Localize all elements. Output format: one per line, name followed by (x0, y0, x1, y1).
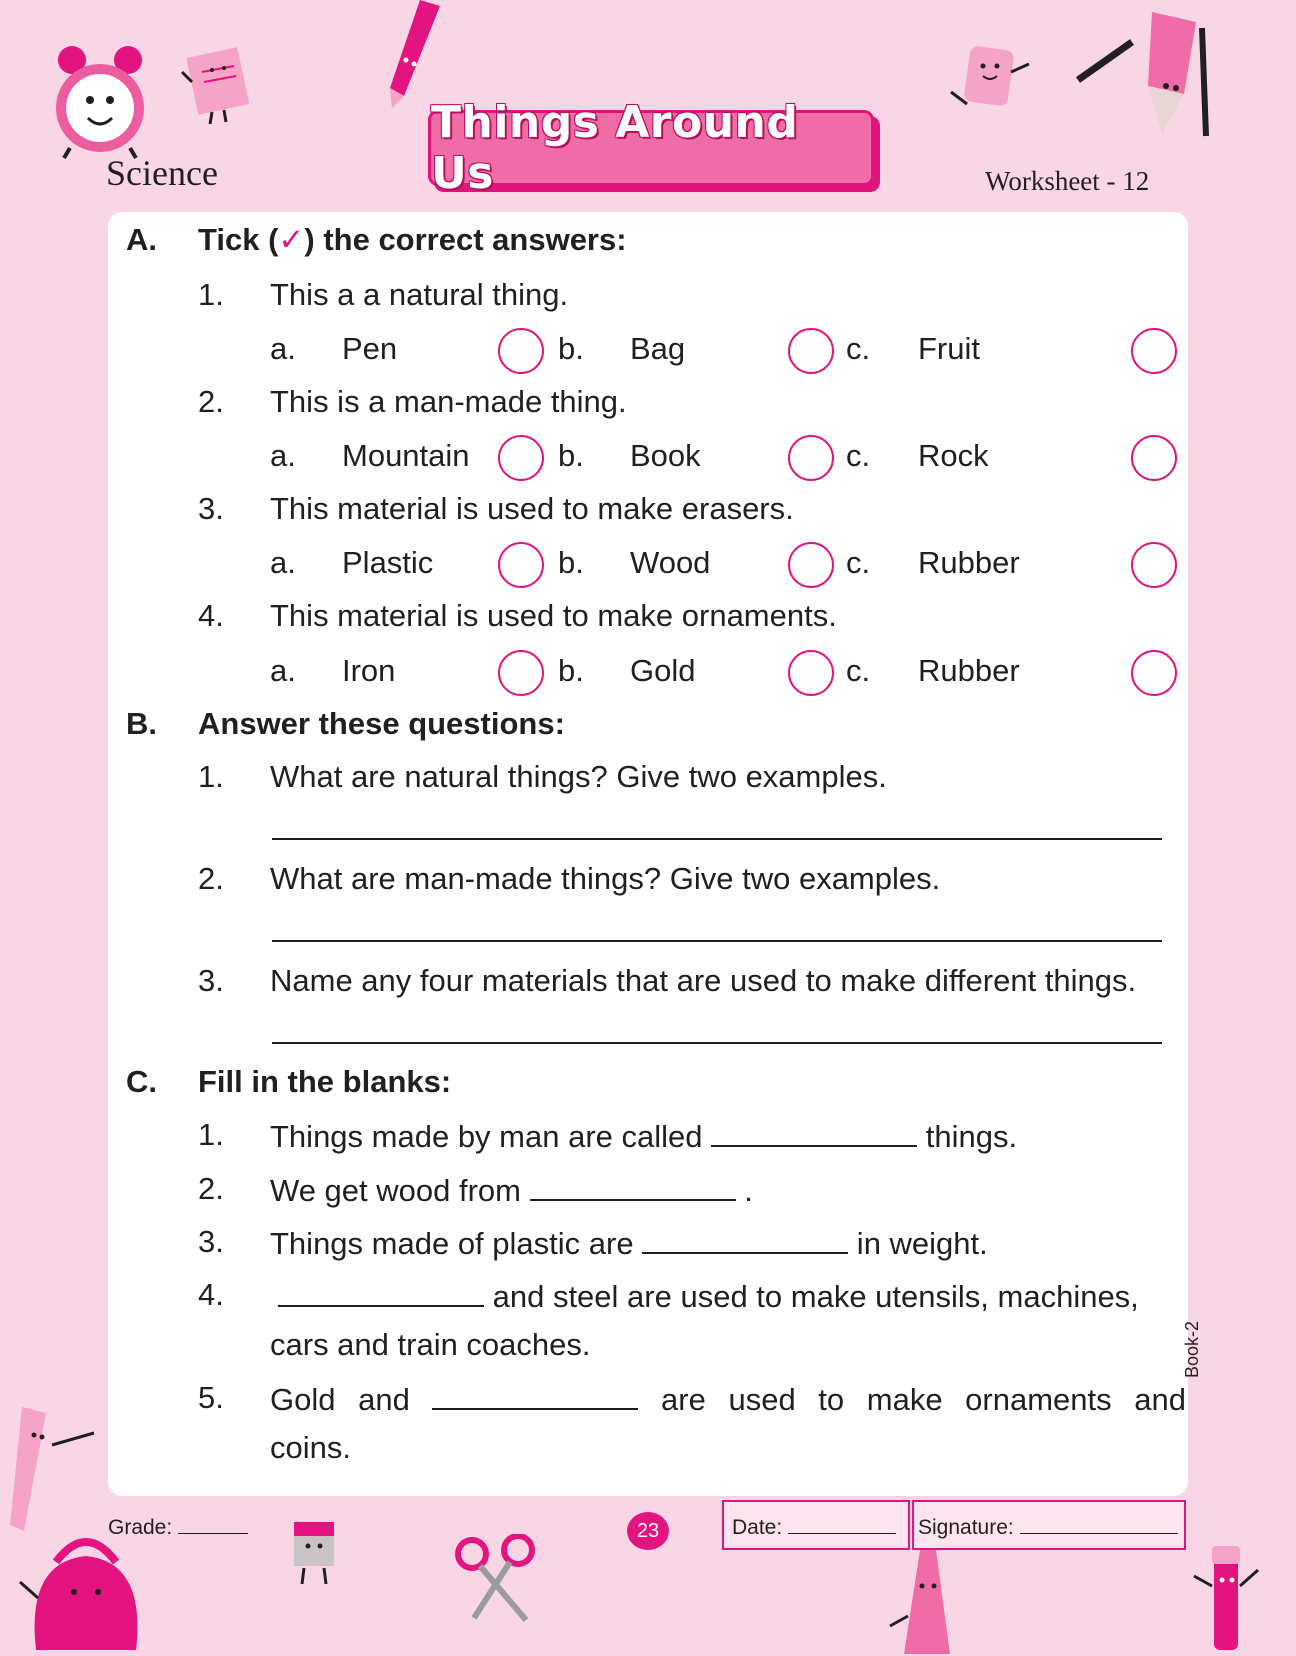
option-text: Wood (630, 545, 711, 580)
book-label: Book-2 (1182, 1320, 1202, 1378)
answer-circle[interactable] (788, 542, 834, 588)
answer-circle[interactable] (1131, 435, 1177, 481)
answer-circle[interactable] (498, 328, 544, 374)
option-letter: b. (558, 331, 584, 366)
option-text: Iron (342, 653, 396, 688)
worksheet-number: Worksheet - 12 (985, 166, 1150, 196)
option-letter: c. (846, 438, 871, 473)
sharpener-illustration (282, 1518, 346, 1588)
question-text: This a a natural thing. (270, 277, 569, 312)
section-b-letter: B. (126, 706, 157, 741)
option-letter: b. (558, 653, 584, 688)
answer-circle[interactable] (1131, 328, 1177, 374)
crayon-character-illustration (884, 1546, 964, 1656)
question-number: 3. (198, 1224, 224, 1259)
question-text: This material is used to make erasers. (270, 491, 794, 526)
fill-blank-sentence: Gold and are used to make ornaments and (270, 1382, 1186, 1417)
fill-blank-continuation: cars and train coaches. (270, 1327, 591, 1362)
section-a-heading: Tick (✓) the correct answers: (198, 222, 627, 257)
grade-field (108, 1516, 248, 1540)
pen-character-illustration (1190, 1540, 1260, 1656)
answer-line[interactable] (272, 940, 1162, 942)
eraser-illustration (945, 42, 1035, 122)
question-text: This is a man-made thing. (270, 384, 627, 419)
date-box (722, 1500, 910, 1550)
alarm-clock-illustration (50, 40, 150, 160)
date-label: Date: (732, 1516, 783, 1539)
crayon-illustration (380, 0, 450, 110)
question-number: 1. (198, 277, 224, 312)
question-number: 3. (198, 491, 224, 526)
signature-box (912, 1500, 1186, 1550)
blank-field[interactable] (642, 1224, 848, 1254)
option-text: Pen (342, 331, 398, 366)
option-letter: b. (558, 438, 584, 473)
grade-blank[interactable] (178, 1517, 248, 1534)
blank-field[interactable] (278, 1277, 484, 1307)
option-text: Rubber (918, 653, 1020, 688)
option-text: Plastic (342, 545, 434, 580)
fill-blank-continuation: coins. (270, 1430, 351, 1465)
pencil-illustration (1072, 8, 1212, 138)
question-number: 3. (198, 963, 224, 998)
notepad-illustration (178, 42, 262, 126)
section-c-letter: C. (126, 1064, 157, 1099)
worksheet-title: Things Around Us (431, 97, 799, 199)
question-number: 4. (198, 598, 224, 633)
option-text: Bag (630, 331, 686, 366)
option-text: Mountain (342, 438, 470, 473)
answer-circle[interactable] (498, 650, 544, 696)
question-number: 4. (198, 1277, 224, 1312)
question-number: 1. (198, 1117, 224, 1152)
option-letter: a. (270, 331, 296, 366)
section-c-heading: Fill in the blanks: (198, 1064, 452, 1099)
answer-circle[interactable] (1131, 542, 1177, 588)
option-text: Gold (630, 653, 696, 688)
date-blank[interactable] (788, 1517, 896, 1534)
tick-icon: ✓ (278, 222, 305, 257)
section-a-letter: A. (126, 222, 157, 257)
answer-circle[interactable] (498, 542, 544, 588)
option-text: Rubber (918, 545, 1020, 580)
question-number: 5. (198, 1380, 224, 1415)
option-text: Fruit (918, 331, 980, 366)
question-number: 2. (198, 384, 224, 419)
option-letter: c. (846, 545, 871, 580)
grade-label: Grade: (108, 1516, 173, 1539)
signature-blank[interactable] (1020, 1517, 1178, 1534)
question-text: What are man-made things? Give two examples. (270, 861, 941, 896)
scissors-illustration (452, 1534, 542, 1624)
option-letter: b. (558, 545, 584, 580)
fill-blank-sentence: Things made of plastic are in weight. (270, 1226, 988, 1261)
answer-circle[interactable] (498, 435, 544, 481)
option-letter: a. (270, 438, 296, 473)
fill-blank-sentence: Things made by man are called things. (270, 1119, 1018, 1154)
option-letter: a. (270, 653, 296, 688)
answer-circle[interactable] (788, 435, 834, 481)
ruler-illustration (8, 1405, 98, 1535)
question-text: What are natural things? Give two examples. (270, 759, 887, 794)
answer-line[interactable] (272, 1042, 1162, 1044)
option-letter: a. (270, 545, 296, 580)
worksheet-title-banner (428, 97, 874, 199)
signature-label: Signature: (918, 1516, 1014, 1539)
bag-illustration (16, 1522, 156, 1652)
blank-field[interactable] (432, 1380, 638, 1410)
question-text: Name any four materials that are used to make different things. (270, 963, 1137, 998)
answer-circle[interactable] (1131, 650, 1177, 696)
fill-blank-sentence: and steel are used to make utensils, machines, (278, 1277, 1139, 1315)
question-number: 1. (198, 759, 224, 794)
subject-label: Science (106, 153, 218, 193)
blank-field[interactable] (530, 1171, 736, 1201)
question-text: This material is used to make ornaments. (270, 598, 837, 633)
fill-blank-sentence: We get wood from . (270, 1173, 753, 1208)
option-letter: c. (846, 331, 871, 366)
option-text: Book (630, 438, 701, 473)
blank-field[interactable] (711, 1117, 917, 1147)
question-number: 2. (198, 861, 224, 896)
page-number: 23 (627, 1512, 669, 1550)
section-b-heading: Answer these questions: (198, 706, 565, 741)
option-letter: c. (846, 653, 871, 688)
answer-circle[interactable] (788, 650, 834, 696)
question-number: 2. (198, 1171, 224, 1206)
answer-line[interactable] (272, 838, 1162, 840)
answer-circle[interactable] (788, 328, 834, 374)
option-text: Rock (918, 438, 989, 473)
